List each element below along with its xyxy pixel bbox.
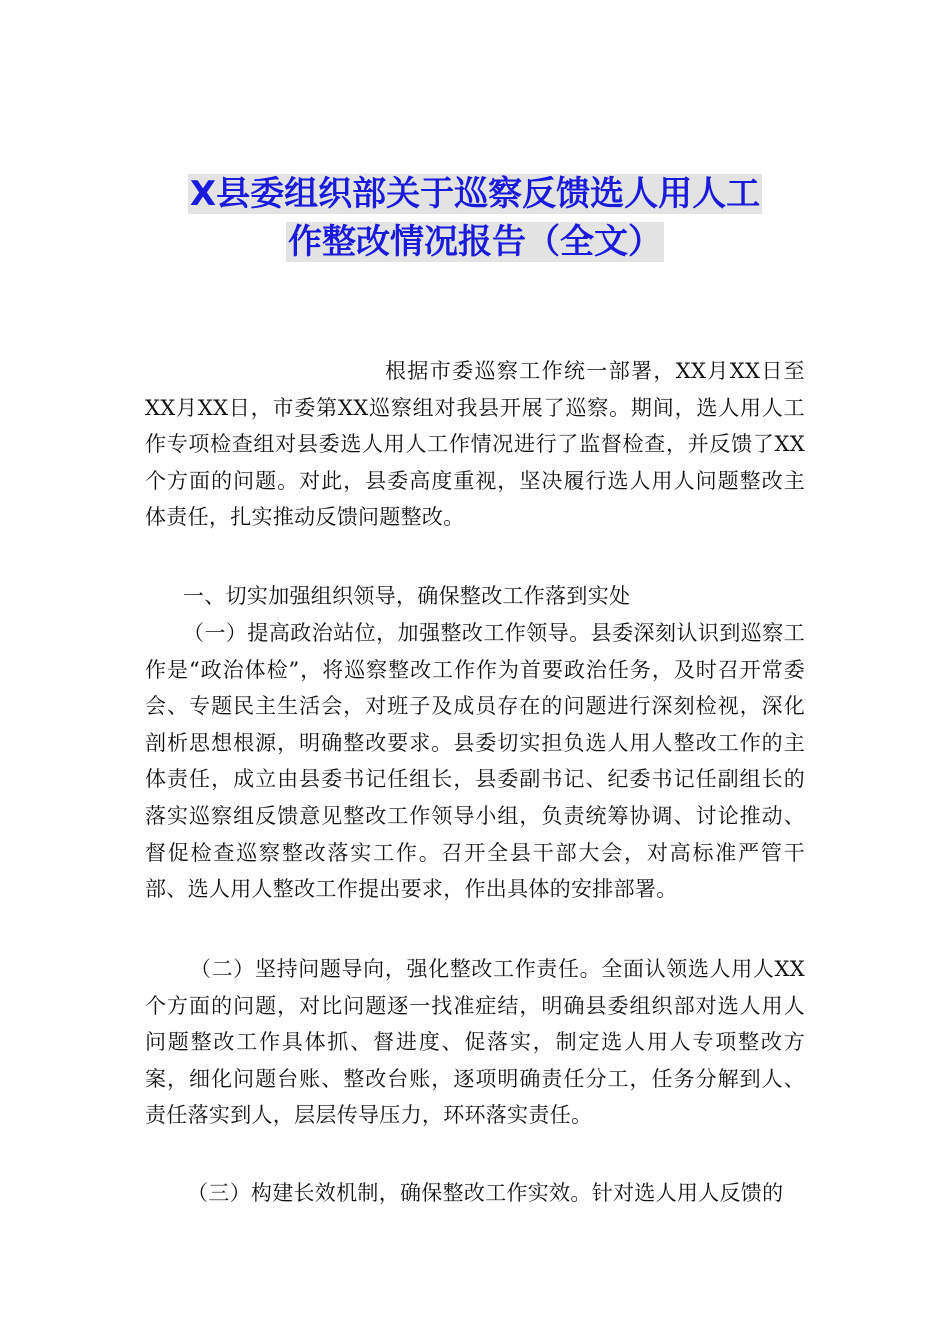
subsection-paragraph-1: （一）提高政治站位，加强整改工作领导。县委深刻认识到巡察工作是“政治体检”，将巡察整改工作作为首要政治任务，及时召开常委会、专题民主生活会，对班子及成员存在的问题进行深刻检视，深化剖析思想根源，明确整改要求。县委切实担负选人用人整改工作的主体责任，成立由县委书记任组长，县委副书记、纪委书记任副组长的落实巡察组反馈意见整改工作领导小组，负责统筹协调、讨论推动、督促检查巡察整改落实工作。召开全县干部大会，对高标准严管干部、选人用人整改工作提出要求，作出具体的安排部署。: [145, 621, 805, 902]
section-heading-1: 一、切实加强组织领导，确保整改工作落到实处: [183, 584, 631, 608]
subsection-paragraph-2: （二）坚持问题导向，强化整改工作责任。全面认领选人用人XX个方面的问题，对比问题逐一找准症结，明确县委组织部对选人用人问题整改工作具体抓、督进度、促落实，制定选人用人专项整改方案，细化问题台账、整改台账，逐项明确责任分工，任务分解到人、责任落实到人，层层传导压力，环环落实责任。: [145, 957, 805, 1128]
document-title: [150, 170, 800, 266]
subsection-paragraph-3: （三）构建长效机制，确保整改工作实效。针对选人用人反馈的: [187, 1181, 784, 1205]
title-line-2: 作整改情况报告（全文）: [288, 222, 662, 262]
title-line-1: X县委组织部关于巡察反馈选人用人工: [189, 174, 761, 214]
intro-paragraph: 根据市委巡察工作统一部署，XX月XX日至XX月XX日，市委第XX巡察组对我县开展了巡察。期间，选人用人工作专项检查组对县委选人用人工作情况进行了监督检查，并反馈了XX个方面的问题。对此，县委高度重视，坚决履行选人用人问题整改主体责任，扎实推动反馈问题整改。: [145, 359, 805, 530]
